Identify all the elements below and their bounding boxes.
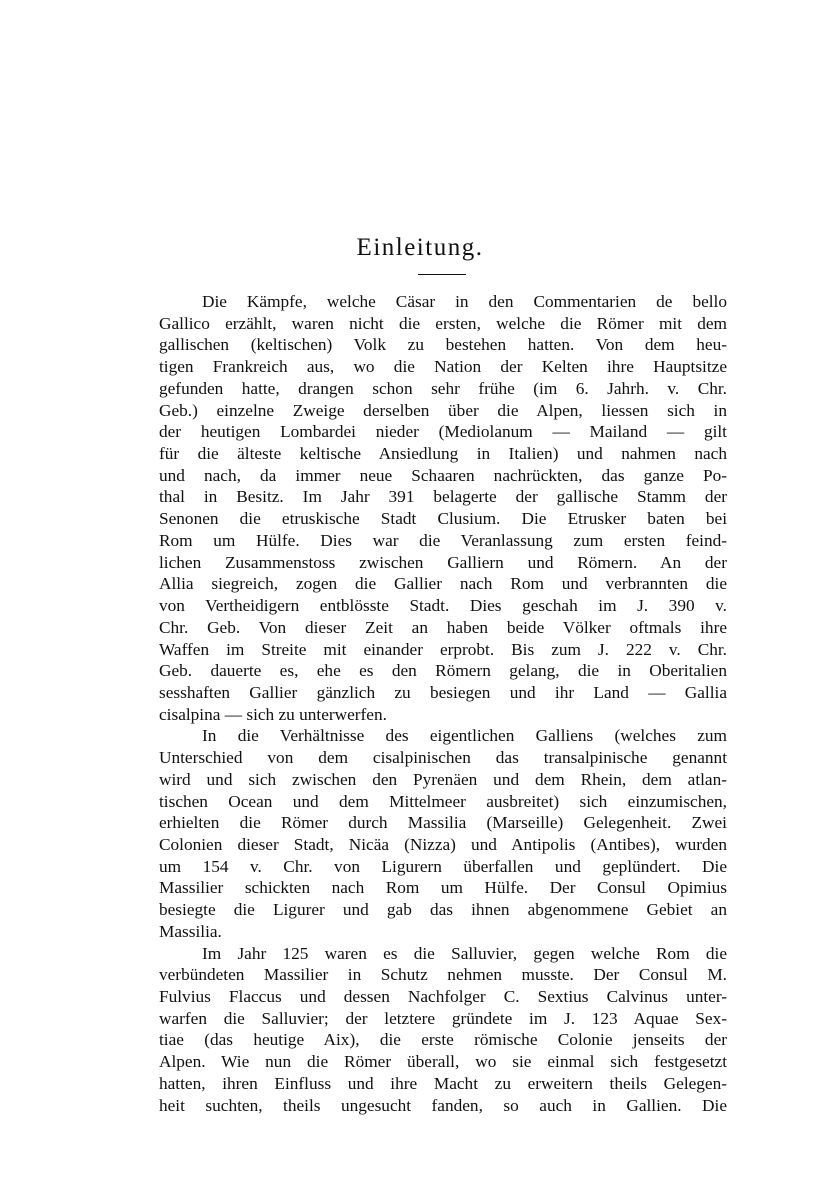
- text-line: gallischen (keltischen) Volk zu bestehen hatten. Von dem heu-: [159, 335, 727, 355]
- text-line: tigen Frankreich aus, wo die Nation der Kelten ihre Hauptsitze: [159, 357, 727, 377]
- text-line: um 154 v. Chr. von Ligurern überfallen und geplündert. Die: [159, 856, 727, 876]
- text-line: erhielten die Römer durch Massilia (Marseille) Gelegenheit. Zwei: [159, 813, 727, 833]
- text-line: hatten, ihren Einfluss und ihre Macht zu erweitern theils Gelegen-: [159, 1073, 727, 1093]
- text-line: Chr. Geb. Von dieser Zeit an haben beide Völker oftmals ihre: [159, 617, 727, 637]
- text-line: für die älteste keltische Ansiedlung in Italien) und nahmen nach: [159, 444, 727, 464]
- paragraph-2: [159, 725, 727, 942]
- text-line: Geb. dauerte es, ehe es den Römern gelang, die in Oberitalien: [159, 661, 727, 681]
- text-line: Im Jahr 125 waren es die Salluvier, gegen welche Rom die: [202, 943, 727, 963]
- text-line: besiegte die Ligurer und gab das ihnen abgenommene Gebiet an: [159, 900, 727, 920]
- text-line: Massilier schickten nach Rom um Hülfe. Der Consul Opimius: [159, 878, 727, 898]
- text-line: Colonien dieser Stadt, Nicäa (Nizza) und Antipolis (Antibes), wurden: [159, 834, 727, 854]
- text-line: Allia siegreich, zogen die Gallier nach Rom und verbrannten die: [159, 574, 727, 594]
- text-line: Alpen. Wie nun die Römer überall, wo sie einmal sich festgesetzt: [159, 1052, 727, 1072]
- text-line: sesshaften Gallier gänzlich zu besiegen und ihr Land — Gallia: [159, 682, 727, 702]
- text-line: In die Verhältnisse des eigentlichen Galliens (welches zum: [202, 726, 727, 746]
- text-line: verbündeten Massilier in Schutz nehmen musste. Der Consul M.: [159, 965, 727, 985]
- text-line: Senonen die etruskische Stadt Clusium. Die Etrusker baten bei: [159, 509, 727, 529]
- text-line: Rom um Hülfe. Dies war die Veranlassung zum ersten feind-: [159, 530, 727, 550]
- body-text: [159, 291, 727, 1116]
- paragraph-3: [159, 943, 727, 1117]
- text-line: tischen Ocean und dem Mittelmeer ausbreitet) sich einzumischen,: [159, 791, 727, 811]
- text-line: Geb.) einzelne Zweige derselben über die Alpen, liessen sich in: [159, 400, 727, 420]
- text-line: gefunden hatte, drangen schon sehr frühe (im 6. Jahrh. v. Chr.: [159, 378, 727, 398]
- text-line: Die Kämpfe, welche Cäsar in den Commentarien de bello: [202, 292, 727, 311]
- text-line: Unterschied von dem cisalpinischen das transalpinische genannt: [159, 748, 727, 768]
- paragraph-1: [159, 291, 727, 725]
- text-line: wird und sich zwischen den Pyrenäen und dem Rhein, dem atlan-: [159, 769, 727, 789]
- text-line: cisalpina — sich zu unterwerfen.: [159, 704, 387, 724]
- text-line: tiae (das heutige Aix), die erste römische Colonie jenseits der: [159, 1030, 727, 1050]
- text-line: warfen die Salluvier; der letztere gründete im J. 123 Aquae Sex-: [159, 1008, 727, 1028]
- text-line: Fulvius Flaccus und dessen Nachfolger C. Sextius Calvinus unter-: [159, 987, 727, 1006]
- chapter-title: Einleitung.: [356, 234, 484, 261]
- text-line: der heutigen Lombardei nieder (Mediolanum — Mailand — gilt: [159, 422, 727, 442]
- text-line: thal in Besitz. Im Jahr 391 belagerte der gallische Stamm der: [159, 487, 727, 507]
- text-line: Massilia.: [159, 921, 222, 941]
- text-line: Gallico erzählt, waren nicht die ersten, welche die Römer mit dem: [159, 313, 727, 333]
- title-underline-rule: [418, 274, 466, 275]
- text-line: Waffen im Streite mit einander erprobt. Bis zum J. 222 v. Chr.: [159, 639, 727, 659]
- text-line: lichen Zusammenstoss zwischen Galliern und Römern. An der: [159, 552, 727, 572]
- text-line: von Vertheidigern entblösste Stadt. Dies geschah im J. 390 v.: [159, 596, 727, 616]
- text-line: und nach, da immer neue Schaaren nachrückten, das ganze Po-: [159, 465, 727, 485]
- text-line: heit suchten, theils ungesucht fanden, so auch in Gallien. Die: [159, 1095, 727, 1115]
